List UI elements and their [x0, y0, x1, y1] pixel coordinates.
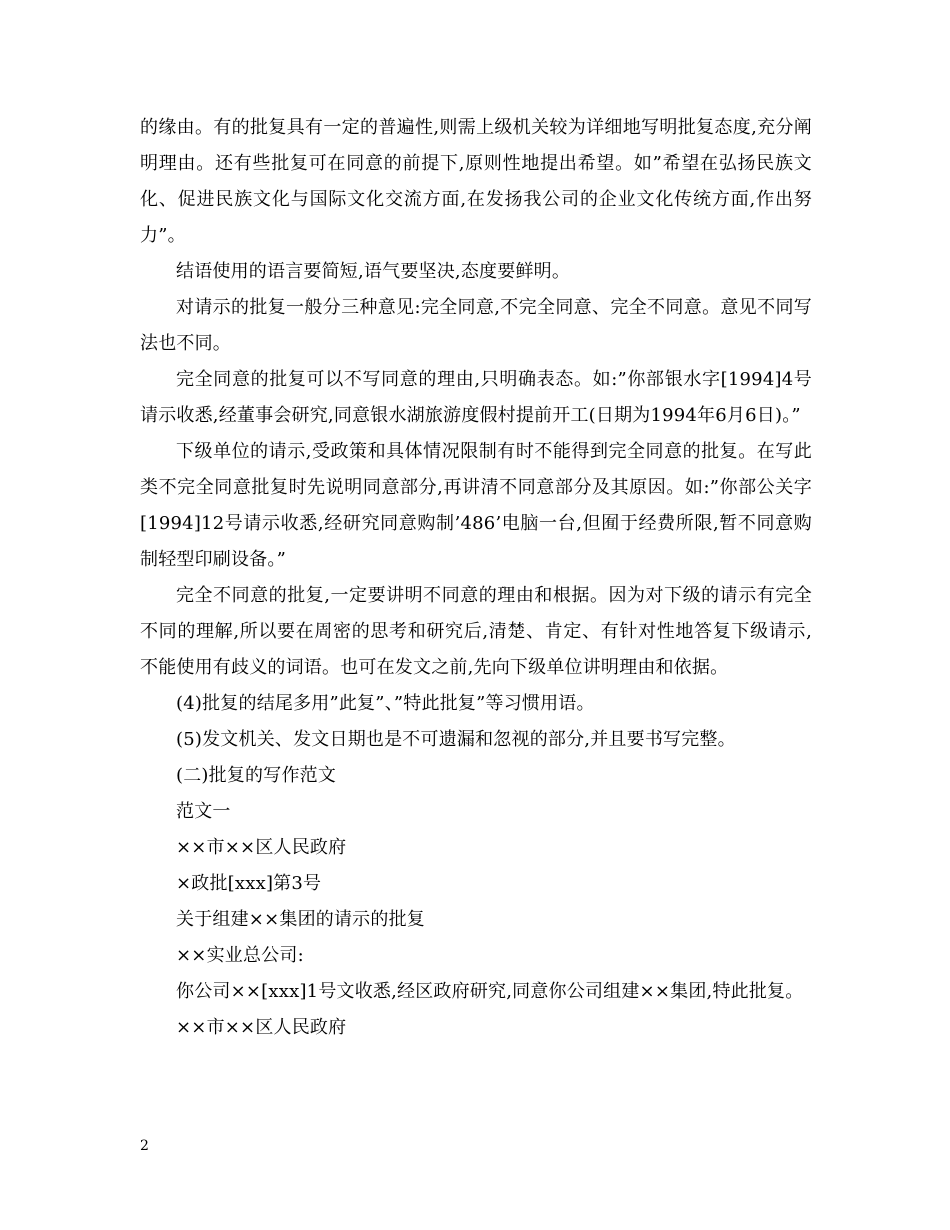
issuing-authority: ××市××区人民政府 [176, 837, 347, 858]
reply-title: 关于组建××集团的请示的批复 [176, 909, 425, 930]
section-heading: (二)批复的写作范文 [176, 765, 337, 786]
page-number: 2 [140, 1138, 149, 1154]
paragraph: (4)批复的结尾多用”此复”、”特此批复”等习惯用语。 [176, 693, 595, 714]
reply-body: 你公司××[xxx]1号文收悉,经区政府研究,同意你公司组建××集团,特此批复。 [176, 981, 804, 1002]
paragraph: (5)发文机关、发文日期也是不可遗漏和忽视的部分,并且要书写完整。 [176, 729, 736, 750]
paragraph: 结语使用的语言要简短,语气要坚决,态度要鲜明。 [176, 261, 571, 282]
paragraph: 对请示的批复一般分三种意见:完全同意,不完全同意、完全不同意。意见不同写法也不同。 [140, 297, 812, 354]
paragraph: 完全不同意的批复,一定要讲明不同意的理由和根据。因为对下级的请示有完全不同的理解,所以要在周密的思考和研究后,清楚、肯定、有针对性地答复下级请示,不能使用有歧义的词语。也可在发文之前,先向下级单位讲明理由和依据。 [140, 585, 812, 678]
paragraph: 的缘由。有的批复具有一定的普遍性,则需上级机关较为详细地写明批复态度,充分阐明理由。还有些批复可在同意的前提下,原则性地提出希望。如”希望在弘扬民族文化、促进民族文化与国际文化交流方面,在发扬我公司的企业文化传统方面,作出努力”。 [140, 117, 812, 246]
paragraph: 完全同意的批复可以不写同意的理由,只明确表态。如:”你部银水字[1994]4号请示收悉,经董事会研究,同意银水湖旅游度假村提前开工(日期为1994年6月6日)。” [140, 369, 812, 426]
signature-authority: ××市××区人民政府 [176, 1017, 347, 1038]
document-number: ×政批[xxx]第3号 [176, 873, 322, 894]
sample-title: 范文一 [176, 801, 231, 822]
recipient: ××实业总公司: [176, 945, 304, 966]
document-body [140, 110, 812, 1046]
paragraph: 下级单位的请示,受政策和具体情况限制有时不能得到完全同意的批复。在写此类不完全同意批复时先说明同意部分,再讲清不同意部分及其原因。如:”你部公关字[1994]12号请示收悉,经研究同意购制’486’电脑一台,但囿于经费所限,暂不同意购制轻型印刷设备。” [140, 441, 812, 570]
